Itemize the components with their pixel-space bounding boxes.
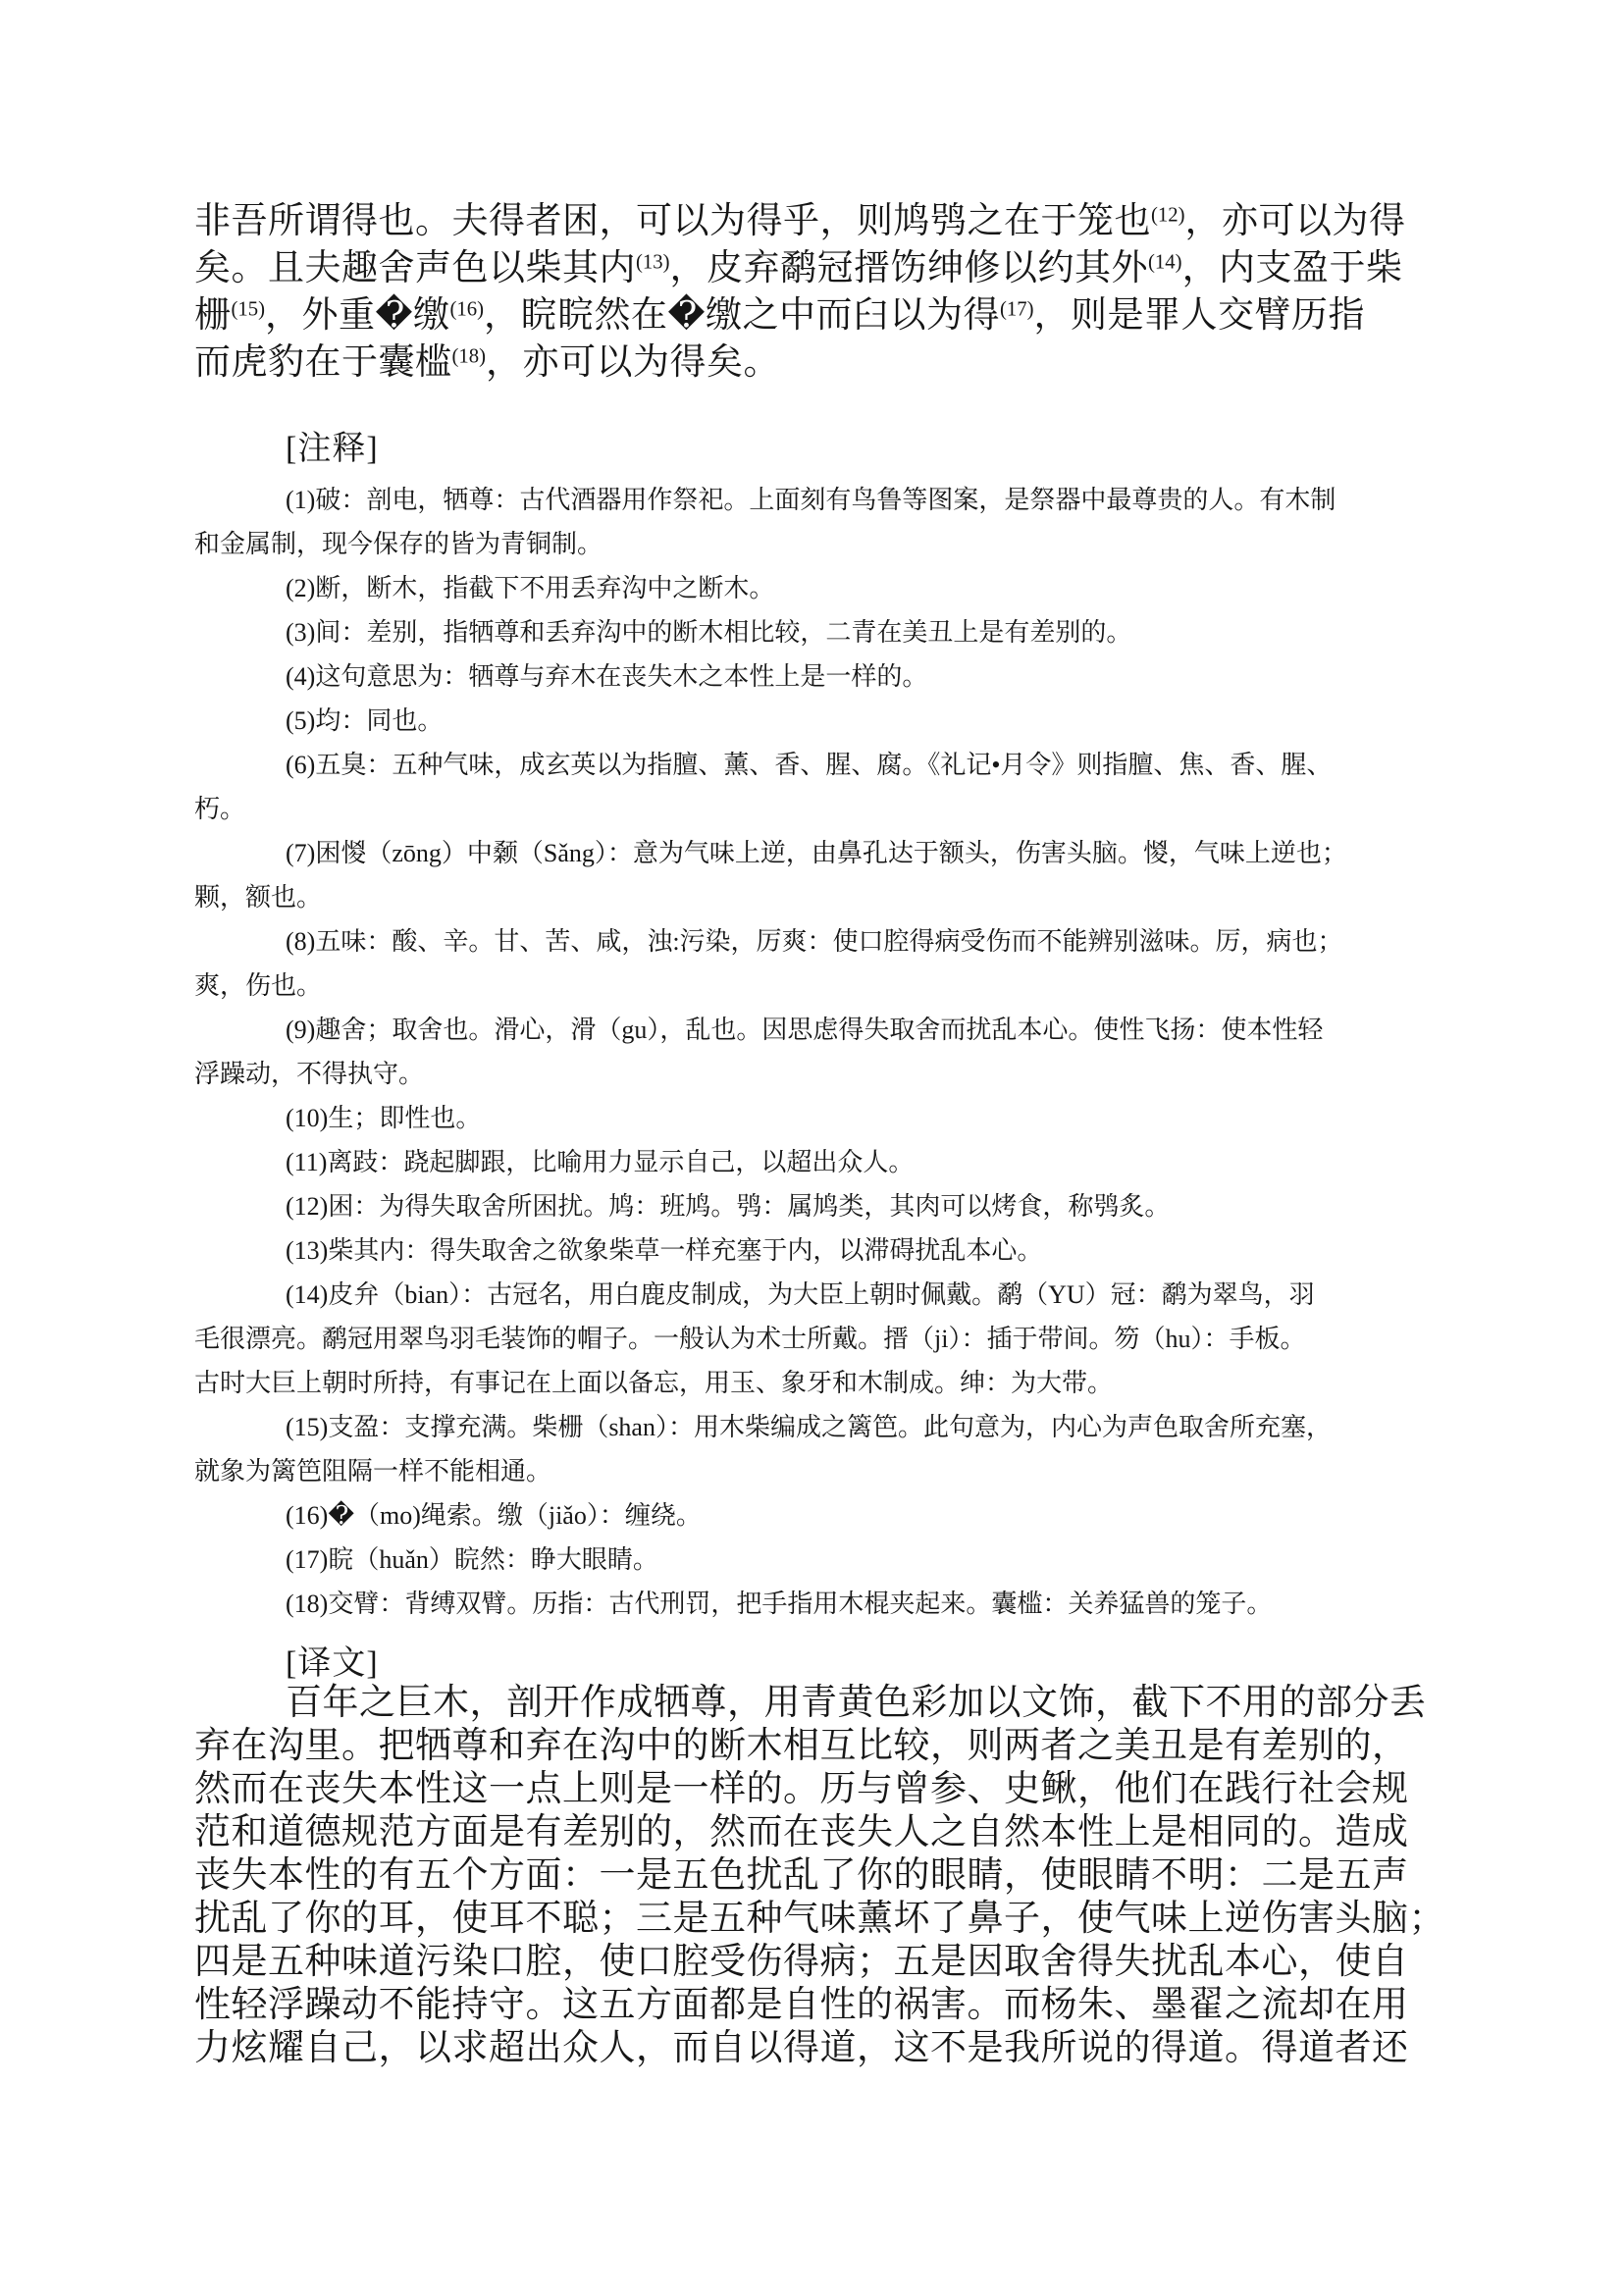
- annotation-line: (9)趣舍；取舍也。滑心，滑（gu），乱也。因思虑得失取舍而扰乱本心。使性飞扬：使本性轻: [286, 1016, 1324, 1044]
- annotation-item: [194, 1140, 1465, 1184]
- main-text-paragraph: [194, 198, 1460, 387]
- annotation-line: 浮躁动，不得执守。: [194, 1060, 425, 1088]
- annotation-line: 朽。: [194, 795, 246, 823]
- annotation-item: [194, 478, 1465, 566]
- annotation-line: (8)五味：酸、辛。甘、苦、咸，浊:污染，厉爽：使口腔得病受伤而不能辨别滋味。厉，病也；: [286, 927, 1343, 956]
- note-ref: (13): [636, 251, 670, 274]
- translation-line: 四是五种味道污染口腔，使口腔受伤得病；五是因取舍得失扰乱本心，使自: [194, 1942, 1409, 1982]
- annotation-line: (15)支盈：支撑充满。柴栅（shan）：用木柴编成之篱笆。此句意为，内心为声色取舍所充塞，: [286, 1413, 1332, 1441]
- translation-line: 百年之巨木，剖开作成牺尊，用青黄色彩加以文饰，截下不用的部分丢: [286, 1683, 1427, 1723]
- annotation-item: [194, 1582, 1465, 1626]
- translation-line: 然而在丧失本性这一点上则是一样的。历与曾参、史鳅，他们在践行社会规: [194, 1769, 1409, 1809]
- annotation-line: 毛很漂亮。鹬冠用翠鸟羽毛装饰的帽子。一般认为术士所戴。搢（ji）：插于带间。笏（hu）：手板。: [194, 1325, 1306, 1353]
- annotation-line: (2)断，断木，指截下不用丢弃沟中之断木。: [286, 574, 775, 602]
- annotation-line: (5)均：同也。: [286, 706, 444, 735]
- note-ref: (17): [999, 298, 1034, 321]
- note-ref: (12): [1151, 204, 1185, 227]
- annotation-line: (17)睆（huǎn）睆然：睁大眼睛。: [286, 1545, 658, 1574]
- annotation-line: (11)离跂：跷起脚跟，比喻用力显示自己，以超出众人。: [286, 1148, 915, 1176]
- annotation-item: [194, 1096, 1465, 1140]
- annotation-item: [194, 654, 1465, 699]
- translation-line: 扰乱了你的耳，使耳不聪；三是五种气味薰坏了鼻子，使气味上逆伤害头脑；: [194, 1899, 1445, 1939]
- annotation-item: [194, 1184, 1465, 1228]
- annotation-item: [194, 1273, 1465, 1405]
- annotation-item: [194, 566, 1465, 610]
- translation-line: 力炫耀自己，以求超出众人，而自以得道，这不是我所说的得道。得道者还: [194, 2028, 1409, 2068]
- annotation-line: (10)生；即性也。: [286, 1104, 482, 1132]
- annotation-item: [194, 1228, 1465, 1273]
- annotation-line: 就象为篱笆阻隔一样不能相通。: [194, 1457, 552, 1486]
- annotation-line: (1)破：剖电，牺尊：古代酒器用作祭祀。上面刻有鸟鲁等图案，是祭器中最尊贵的人。有木制: [286, 486, 1336, 514]
- annotations-header: [注释]: [286, 431, 379, 467]
- annotation-line: 爽，伤也。: [194, 971, 323, 1000]
- annotation-line: (6)五臭：五种气味，成玄英以为指膻、薰、香、腥、腐。《礼记•月令》则指膻、焦、香、腥、: [286, 751, 1333, 779]
- annotation-line: (16)�（mo)绳索。缴（jiǎo）：缠绕。: [286, 1501, 702, 1530]
- annotation-line: (4)这句意思为：牺尊与弃木在丧失木之本性上是一样的。: [286, 662, 928, 691]
- main-text-line: 矣。且夫趣舍声色以柴其内$^{(13)}$，皮弃鹬冠搢饬绅修以约其外$^{(14)}$，内支盈于柴: [194, 248, 1403, 288]
- annotation-item: [194, 1405, 1465, 1493]
- annotation-line: (12)困：为得失取舍所困扰。鸠：班鸠。鸮：属鸠类，其肉可以烤食，称鸮炙。: [286, 1192, 1171, 1221]
- main-text-line: 非吾所谓得也。夫得者困，可以为得乎，则鸠鸮之在于笼也$^{(12)}$，亦可以为得: [194, 201, 1406, 241]
- annotation-item: [194, 610, 1465, 654]
- translation-line: 范和道德规范方面是有差别的，然而在丧失人之自然本性上是相同的。造成: [194, 1812, 1409, 1852]
- note-ref: (14): [1148, 251, 1182, 274]
- annotation-line: 古时大巨上朝时所持，有事记在上面以备忘，用玉、象牙和木制成。绅：为大带。: [194, 1369, 1114, 1397]
- translation-header: [译文]: [286, 1645, 379, 1682]
- translation-line: 性轻浮躁动不能持守。这五方面都是自性的祸害。而杨朱、墨翟之流却在用: [194, 1985, 1409, 2025]
- annotations-list: [194, 478, 1465, 1626]
- annotation-line: 颗，额也。: [194, 883, 323, 912]
- annotation-item: [194, 699, 1465, 743]
- note-ref: (16): [449, 298, 485, 321]
- annotation-item: [194, 743, 1465, 831]
- annotation-line: (7)困惾（zōng）中颡（Sǎng）：意为气味上逆，由鼻孔达于额头，伤害头脑。惾，气味上逆也；: [286, 839, 1347, 867]
- annotation-item: [194, 831, 1465, 919]
- annotation-item: [194, 1538, 1465, 1582]
- main-text-line: 栅$^{(15)}$，外重�缴$^{(16)}$，睆睆然在�缴之中而臼以为得$^{(17)}$，则是罪人交臂历指: [194, 295, 1365, 336]
- translation-line: 丧失本性的有五个方面：一是五色扰乱了你的眼睛，使眼睛不明：二是五声: [194, 1855, 1409, 1896]
- annotation-line: (14)皮弁（bian）：古冠名，用白鹿皮制成，为大臣上朝时佩戴。鹬（YU）冠：鹬为翠鸟，羽: [286, 1280, 1315, 1309]
- main-text-line: 而虎豹在于囊槛$^{(18)}$，亦可以为得矣。: [194, 342, 781, 383]
- annotation-item: [194, 1493, 1465, 1538]
- annotation-item: [194, 1008, 1465, 1096]
- annotation-line: 和金属制，现今保存的皆为青铜制。: [194, 530, 603, 558]
- note-ref: (15): [231, 298, 266, 321]
- annotation-item: [194, 919, 1465, 1008]
- translation-line: 弃在沟里。把牺尊和弃在沟中的断木相互比较，则两者之美丑是有差别的，: [194, 1726, 1409, 1766]
- translation-paragraph: [194, 1682, 1465, 2070]
- annotation-line: (18)交臂：背缚双臂。历指：古代刑罚，把手指用木棍夹起来。囊槛：关养猛兽的笼子。: [286, 1590, 1273, 1618]
- annotation-line: (13)柴其内：得失取舍之欲象柴草一样充塞于内，以滞碍扰乱本心。: [286, 1236, 1043, 1265]
- annotation-line: (3)间：差别，指牺尊和丢弃沟中的断木相比较，二青在美丑上是有差别的。: [286, 618, 1132, 647]
- note-ref: (18): [451, 345, 487, 368]
